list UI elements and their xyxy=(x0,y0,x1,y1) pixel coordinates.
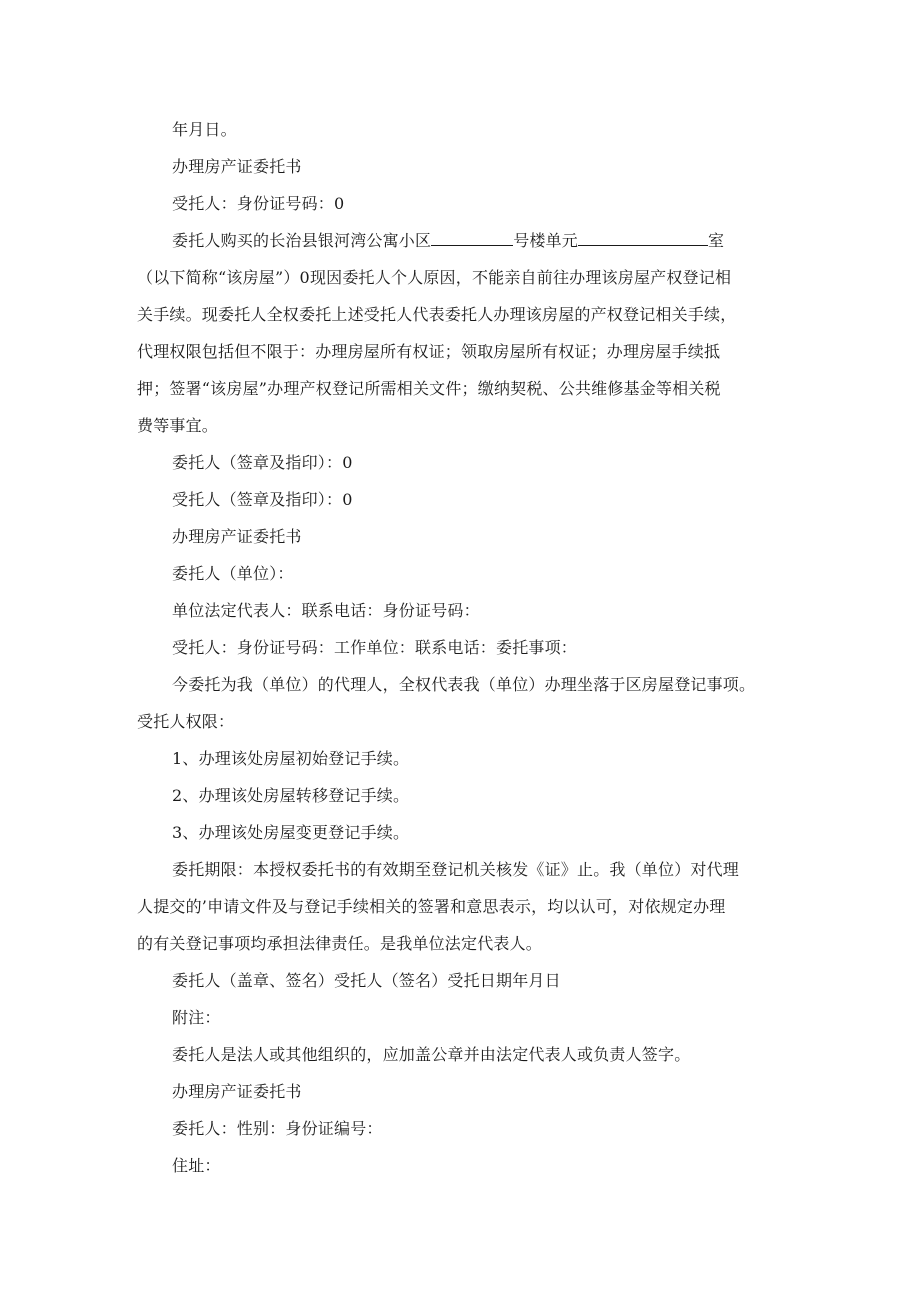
building-blank xyxy=(431,231,513,246)
note-line: 委托人是法人或其他组织的，应加盖公章并由法定代表人或负责人签字。 xyxy=(172,1045,691,1064)
trustee-signature-line: 受托人（签章及指印）：0 xyxy=(172,490,353,509)
date-line: 年月日。 xyxy=(172,120,237,139)
trustee-info-line: 受托人：身份证号码：工作单位：联系电话：委托事项： xyxy=(172,638,578,657)
paragraph-line: 的有关登记事项均承担法律责任。是我单位法定代表人。 xyxy=(137,934,543,953)
list-item: 3、办理该处房屋变更登记手续。 xyxy=(172,823,410,842)
address-line: 住址： xyxy=(172,1156,221,1175)
principal-info-line: 委托人：性别：身份证编号： xyxy=(172,1119,383,1138)
note-heading: 附注： xyxy=(172,1008,221,1027)
term-line: 委托期限：本授权委托书的有效期至登记机关核发《证》止。我（单位）对代理 xyxy=(172,860,740,879)
authority-heading: 受托人权限： xyxy=(137,712,235,731)
principal-unit-line: 委托人（单位）： xyxy=(172,564,294,583)
purchase-line xyxy=(172,231,724,251)
legal-rep-line: 单位法定代表人：联系电话：身份证号码： xyxy=(172,601,480,620)
paragraph-line: 押；签署“该房屋”办理产权登记所需相关文件；缴纳契税、公共维修基金等相关税 xyxy=(137,379,721,398)
list-item: 2、办理该处房屋转移登记手续。 xyxy=(172,786,410,805)
room-blank xyxy=(578,231,708,246)
paragraph-line: （以下简称“该房屋”）0现因委托人个人原因，不能亲自前往办理该房屋产权登记相 xyxy=(137,268,732,287)
paragraph-line: 费等事宜。 xyxy=(137,416,219,435)
principal-signature-line: 委托人（签章及指印）：0 xyxy=(172,453,353,472)
paragraph-line: 关手续。现委托人全权委托上述受托人代表委托人办理该房屋的产权登记相关手续， xyxy=(137,305,737,324)
purchase-text-3: 室 xyxy=(708,231,725,250)
section-title: 办理房产证委托书 xyxy=(172,1082,302,1101)
delegation-line: 今委托为我（单位）的代理人，全权代表我（单位）办理坐落于区房屋登记事项。 xyxy=(172,675,756,694)
paragraph-line: 代理权限包括但不限于：办理房屋所有权证；领取房屋所有权证；办理房屋手续抵 xyxy=(137,342,721,361)
signature-date-line: 委托人（盖章、签名）受托人（签名）受托日期年月日 xyxy=(172,971,561,990)
trustee-id-line: 受托人：身份证号码：0 xyxy=(172,194,345,213)
list-item: 1、办理该处房屋初始登记手续。 xyxy=(172,749,410,768)
section-title: 办理房产证委托书 xyxy=(172,527,302,546)
section-title: 办理房产证委托书 xyxy=(172,157,302,176)
paragraph-line: 人提交的’申请文件及与登记手续相关的签署和意思表示，均以认可，对依规定办理 xyxy=(137,897,726,916)
purchase-text-1: 委托人购买的长治县银河湾公寓小区 xyxy=(172,231,432,250)
purchase-text-2: 号楼单元 xyxy=(513,231,579,250)
